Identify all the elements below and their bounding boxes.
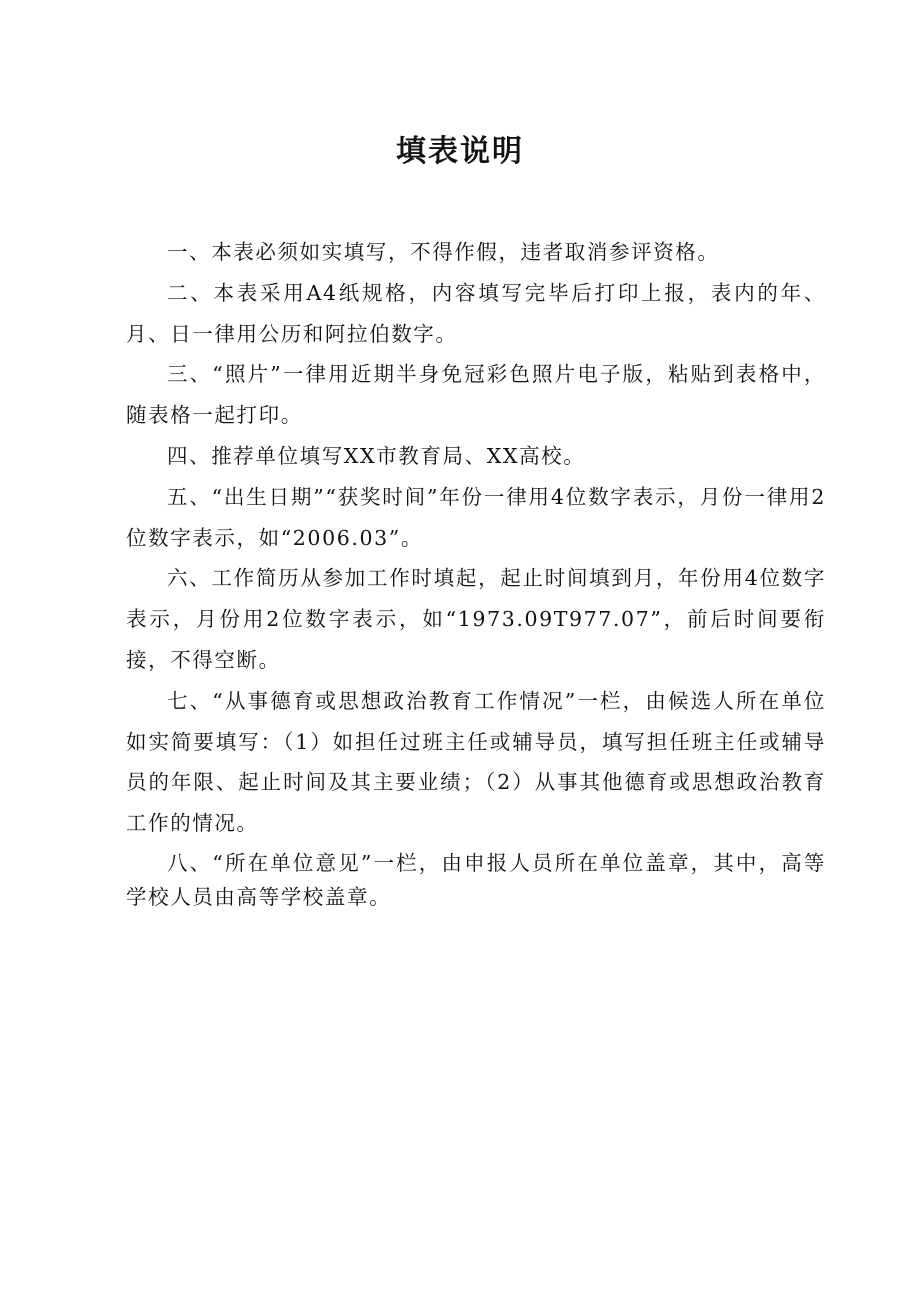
instructions-body xyxy=(126,232,826,914)
instruction-item-1: 一、本表必须如实填写，不得作假，违者取消参评资格。 xyxy=(167,240,720,264)
instruction-item-7: 七、“从事德育或思想政治教育工作情况”一栏，由候选人所在单位如实简要填写：（1）如担任过班主任或辅导员，填写担任班主任或辅导员的年限、起止时间及其主要业绩；（2）从事其他德育或思想政治教育工作的情况。 xyxy=(126,688,826,836)
instruction-item-3: 三、“照片”一律用近期半身免冠彩色照片电子版，粘贴到表格中，随表格一起打印。 xyxy=(126,362,826,428)
instruction-item-4: 四、推荐单位填写XX市教育局、XX高校。 xyxy=(167,443,586,468)
instruction-item-6: 六、工作简历从参加工作时填起，起止时间填到月，年份用4位数字表示，月份用2位数字表示，如“1973.09T977.07”，前后时间要衔接，不得空断。 xyxy=(126,566,826,672)
instruction-item-5: 五、“出生日期”“获奖时间”年份一律用4位数字表示，月份一律用2位数字表示，如“2006.03”。 xyxy=(126,484,826,550)
instruction-item-8: 八、“所在单位意见”一栏，由申报人员所在单位盖章，其中，高等学校人员由高等学校盖章。 xyxy=(126,850,826,909)
instruction-item-2: 二、本表采用A4纸规格，内容填写完毕后打印上报，表内的年、月、日一律用公历和阿拉伯数字。 xyxy=(126,280,826,346)
page-title: 填表说明 xyxy=(396,134,524,169)
